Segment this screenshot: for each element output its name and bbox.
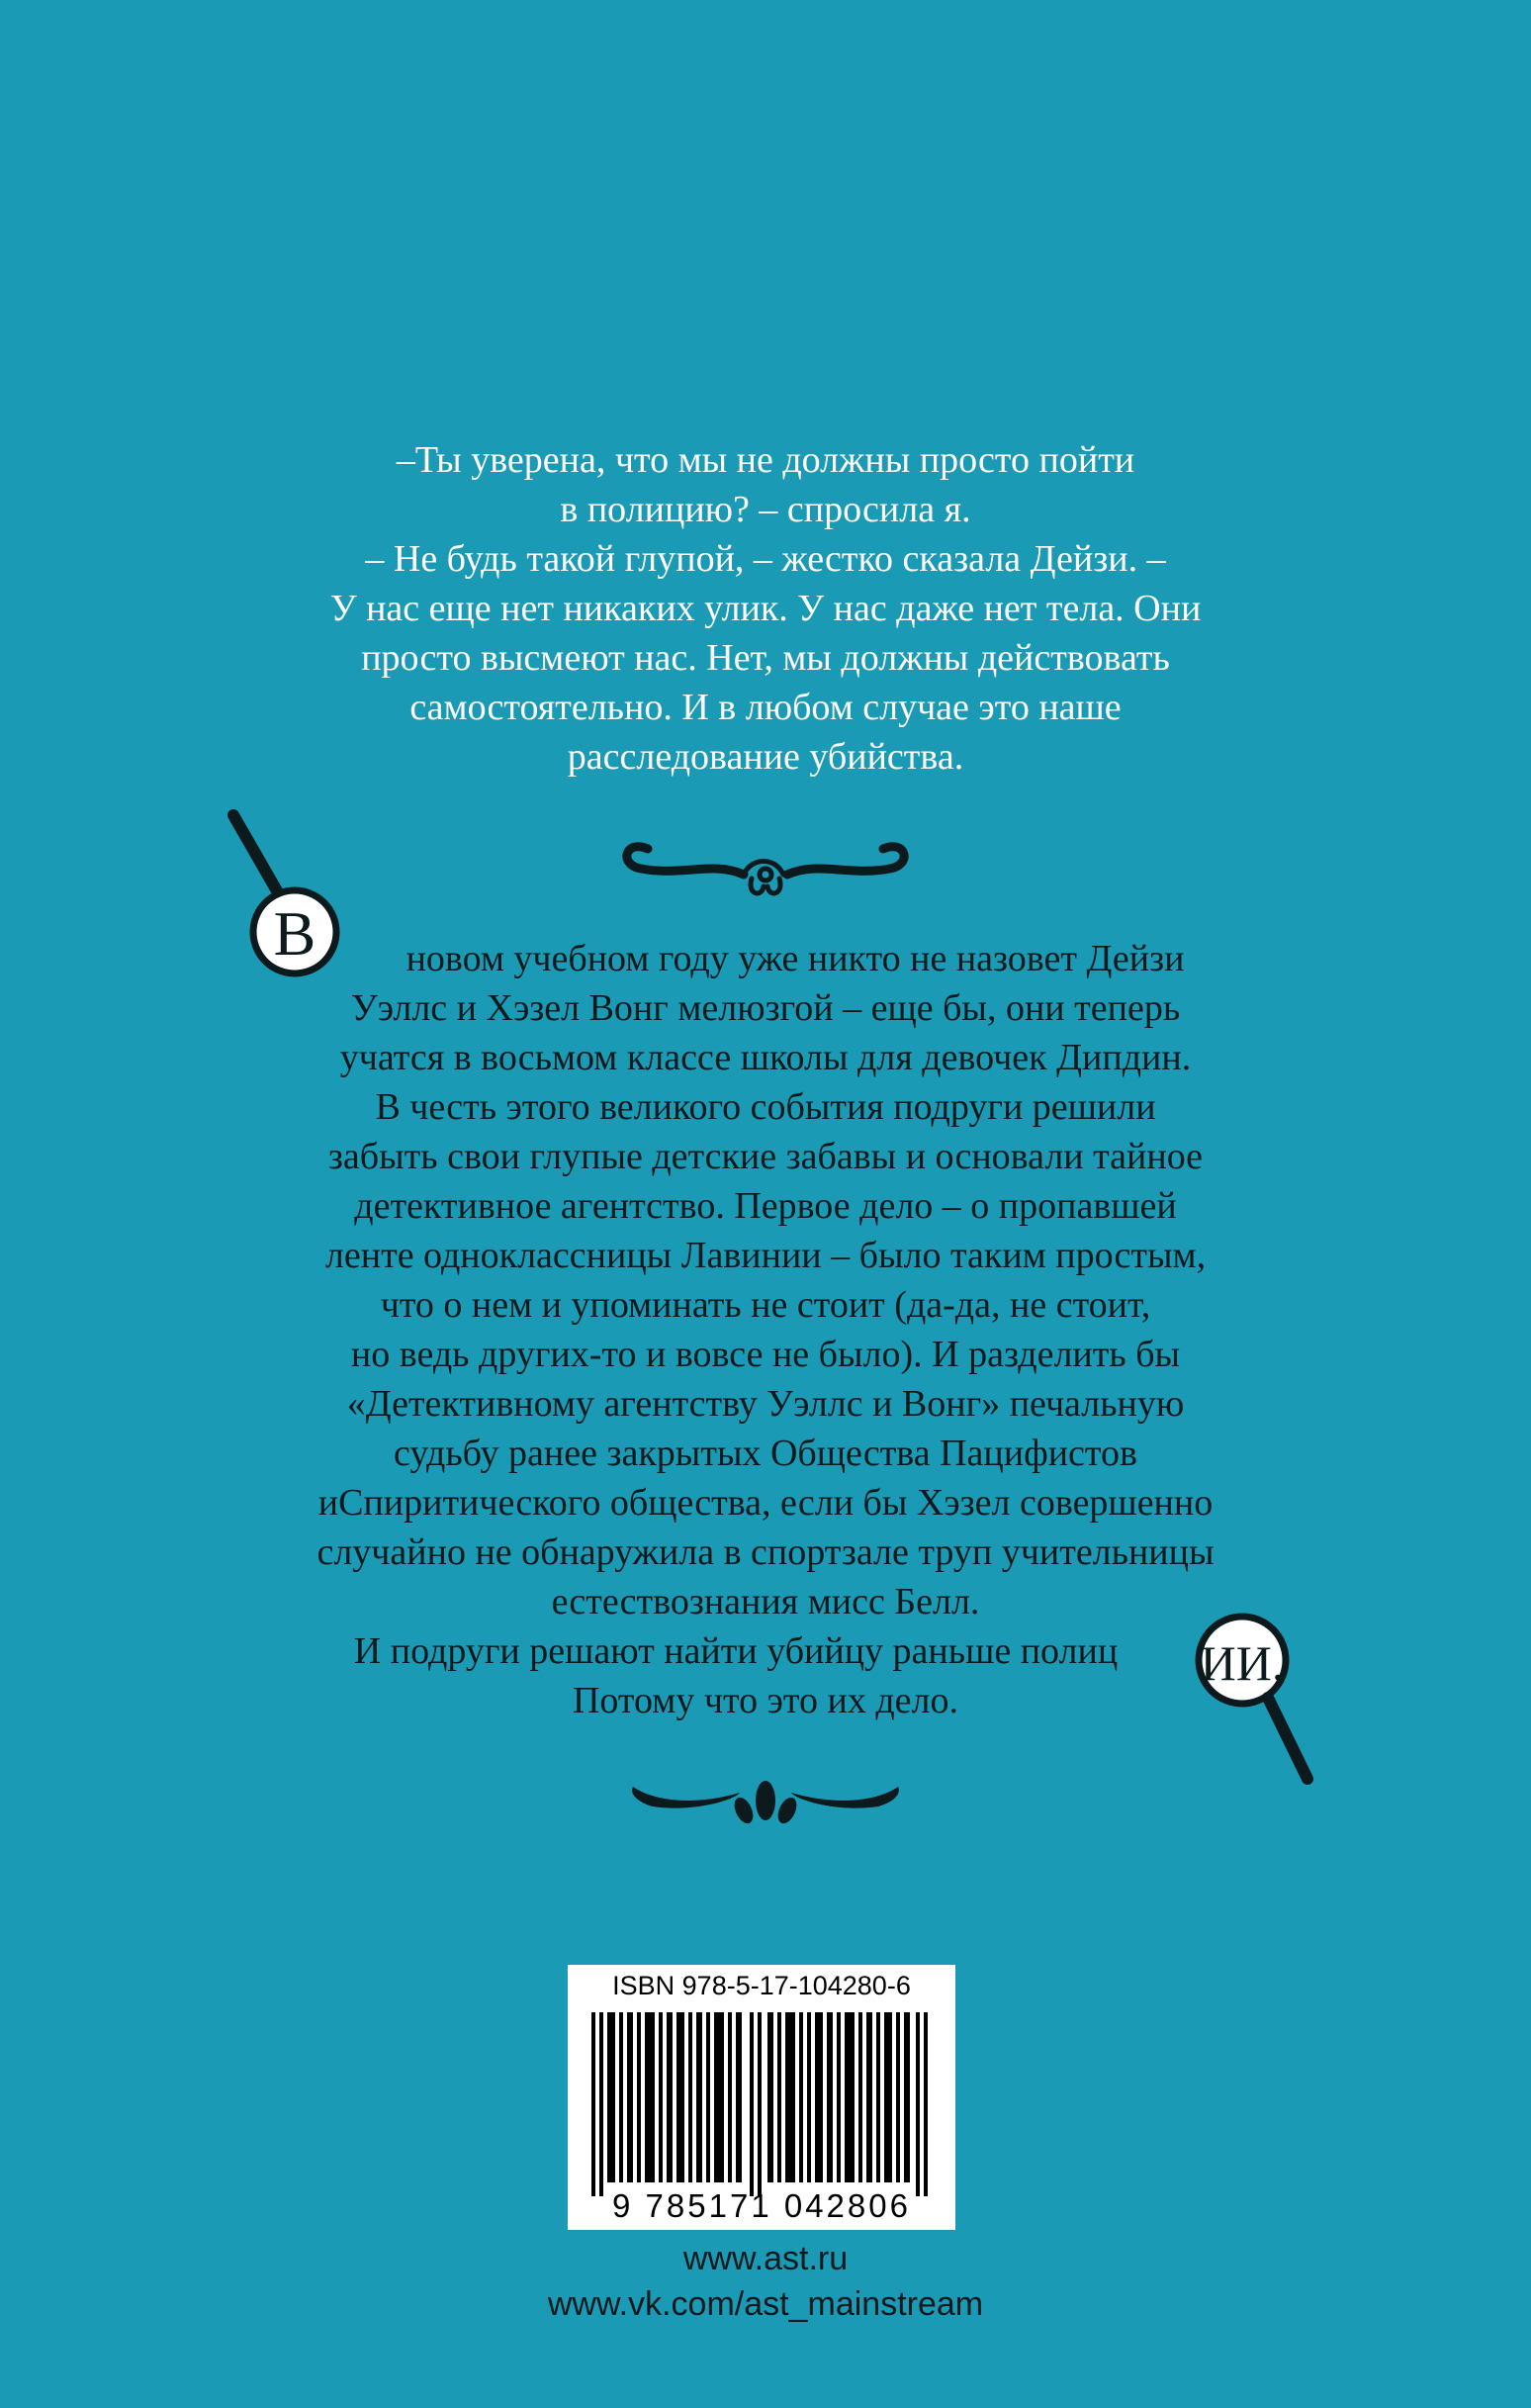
quote-line: в полицию? – спросила я.: [560, 489, 971, 530]
blurb-line: иСпиритического общества, если бы Хэзел совершенно: [317, 1482, 1214, 1524]
quote-line: – Не будь такой глупой, – жестко сказала Дейзи. –: [365, 538, 1166, 580]
blurb-line: судьбу ранее закрытых Общества Пацифистов: [394, 1433, 1137, 1474]
blurb-line: В честь этого великого события подруги решили: [375, 1086, 1156, 1128]
barcode-icon: [591, 2012, 932, 2196]
blurb-line: естествознания мисс Белл.: [551, 1581, 980, 1622]
vk-url[interactable]: www.vk.com/ast_mainstream: [547, 2285, 984, 2323]
blurb-line: но ведь других-то и вовсе не было). И разделить бы: [350, 1334, 1181, 1375]
ean-digits: 9 785171 042806: [612, 2187, 911, 2224]
quote-line: У нас еще нет никаких улик. У нас даже нет тела. Они: [329, 588, 1202, 629]
blurb-line: И подруги решают найти убийцу раньше полиц: [353, 1630, 1119, 1672]
quote-line: самостоятельно. И в любом случае это наше: [409, 687, 1122, 728]
quote-line: расследование убийства.: [567, 736, 964, 778]
blurb-line: Потому что это их дело.: [572, 1680, 958, 1721]
blurb-line: Уэллс и Хэзел Вонг мелюзгой – еще бы, они теперь: [350, 987, 1181, 1029]
blurb-text: [0, 934, 1531, 1725]
dropcap-letter: В: [273, 898, 316, 969]
blurb-line: что о нем и упоминать не стоит (да-да, не стоит,: [380, 1284, 1151, 1326]
blurb-line: ленте одноклассницы Лавинии – было таким простым,: [324, 1235, 1207, 1276]
quote-line: –Ты уверена, что мы не должны просто пойти: [396, 439, 1135, 481]
endcap-letters: ИИ.: [1200, 1635, 1285, 1691]
blurb-line: «Детективному агентству Уэллс и Вонг» печальную: [346, 1383, 1185, 1425]
blurb-line: новом учебном году уже никто не назовет Дейзи: [405, 938, 1185, 979]
lower-ornament: [0, 1767, 1531, 1846]
magnifier-endcap-icon: [1191, 1609, 1319, 1787]
quote-line: просто высмеют нас. Нет, мы должны действовать: [361, 637, 1170, 679]
blurb-line: учатся в восьмом классе школы для девочек Дипдин.: [339, 1037, 1192, 1078]
publisher-url[interactable]: www.ast.ru: [682, 2240, 849, 2277]
isbn-number: ISBN 978-5-17-104280-6: [612, 1971, 911, 2000]
blurb-line: детективное агентство. Первое дело – о пропавшей: [354, 1185, 1177, 1227]
blurb-line: забыть свои глупые детские забавы и основали тайное: [327, 1136, 1204, 1177]
epigraph-quote: [0, 435, 1531, 782]
barcode-label: [568, 1965, 955, 2230]
blurb-line: случайно не обнаружила в спортзале труп учительницы: [316, 1531, 1215, 1573]
